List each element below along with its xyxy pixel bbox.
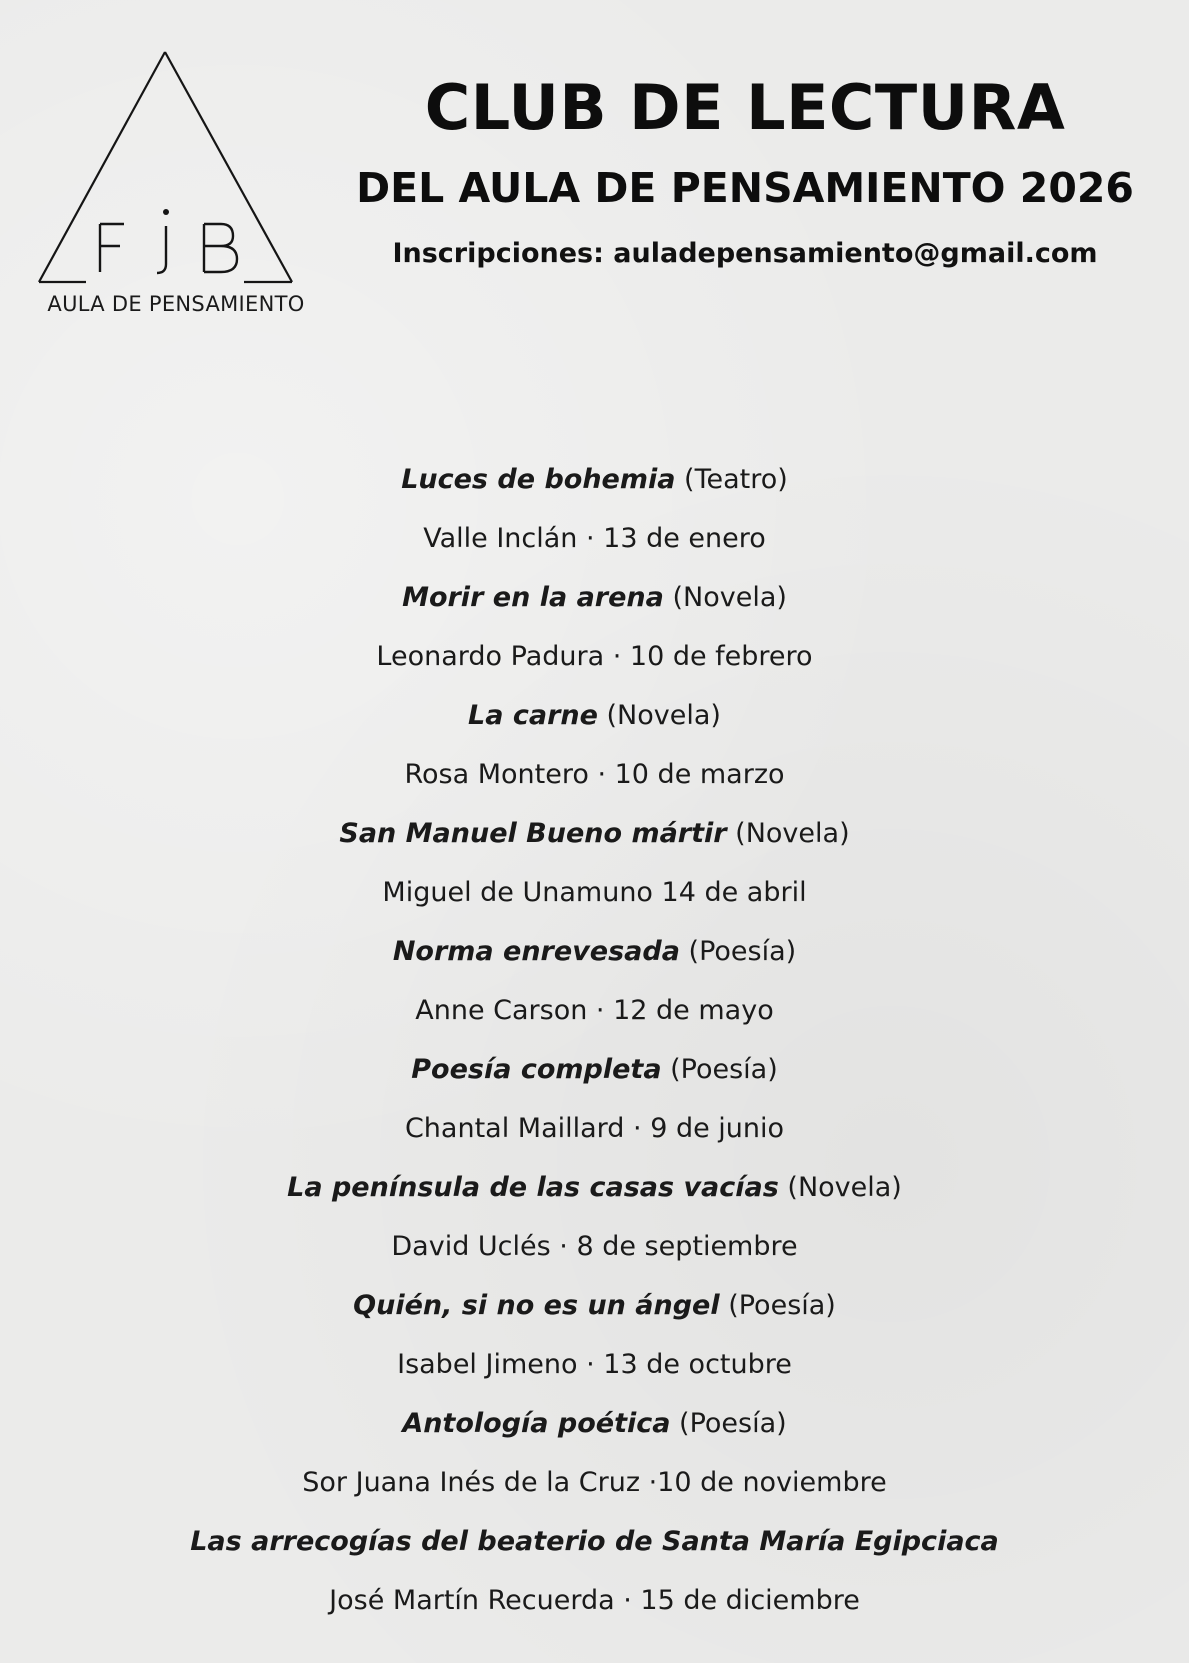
book-details-line: Isabel Jimeno · 13 de octubre <box>397 1349 792 1380</box>
triangle-logo-icon <box>36 50 316 290</box>
book-title-line <box>0 686 1189 745</box>
book-title-line <box>0 450 1189 509</box>
fjb-logo <box>36 50 316 320</box>
book-genre: (Novela) <box>726 818 850 849</box>
book-details-line: Sor Juana Inés de la Cruz ·10 de noviembre <box>302 1467 887 1498</box>
book-genre: (Teatro) <box>675 464 788 495</box>
book-title-line <box>0 1512 1189 1571</box>
book-title: Las arrecogías del beaterio de Santa María Egipciaca <box>190 1526 999 1557</box>
book-genre: (Poesía) <box>661 1054 778 1085</box>
book-genre: (Novela) <box>778 1172 902 1203</box>
book-details-line: José Martín Recuerda · 15 de diciembre <box>329 1585 860 1616</box>
book-details-line: Rosa Montero · 10 de marzo <box>404 759 785 790</box>
book-title: Norma enrevesada <box>392 936 680 967</box>
book-genre: (Poesía) <box>670 1408 787 1439</box>
book-genre: (Novela) <box>663 582 787 613</box>
book-details-line: Chantal Maillard · 9 de junio <box>404 1113 785 1144</box>
book-title: Quién, si no es un ángel <box>353 1290 720 1321</box>
book-genre: (Poesía) <box>719 1290 836 1321</box>
book-genre: (Novela) <box>597 700 721 731</box>
book-title-line <box>0 1276 1189 1335</box>
book-genre: (Poesía) <box>679 936 797 967</box>
book-title-line <box>0 804 1189 863</box>
book-title: Antología poética <box>402 1408 671 1439</box>
book-title: Poesía completa <box>411 1054 662 1085</box>
book-details-line: Miguel de Unamuno 14 de abril <box>382 877 807 908</box>
book-title: La península de las casas vacías <box>287 1172 779 1203</box>
book-title-line <box>0 922 1189 981</box>
book-title-line <box>0 1040 1189 1099</box>
page-title: CLUB DE LECTURA <box>424 71 1066 144</box>
inscriptions-contact: Inscripciones: auladepensamiento@gmail.com <box>392 238 1098 269</box>
book-details-line: Valle Inclán · 13 de enero <box>423 523 766 554</box>
page-subtitle: DEL AULA DE PENSAMIENTO 2026 <box>356 164 1134 212</box>
book-title: Morir en la arena <box>402 582 664 613</box>
logo-caption: AULA DE PENSAMIENTO <box>47 292 305 316</box>
book-title: Luces de bohemia <box>401 464 676 495</box>
book-title-line <box>0 568 1189 627</box>
book-details-line: David Uclés · 8 de septiembre <box>391 1231 798 1262</box>
book-title-line <box>0 1394 1189 1453</box>
book-title: La carne <box>468 700 598 731</box>
book-details-line: Anne Carson · 12 de mayo <box>415 995 774 1026</box>
reading-program <box>0 450 1189 1630</box>
book-details-line: Leonardo Padura · 10 de febrero <box>376 641 813 672</box>
book-title-line <box>0 1158 1189 1217</box>
book-title: San Manuel Bueno mártir <box>339 818 727 849</box>
